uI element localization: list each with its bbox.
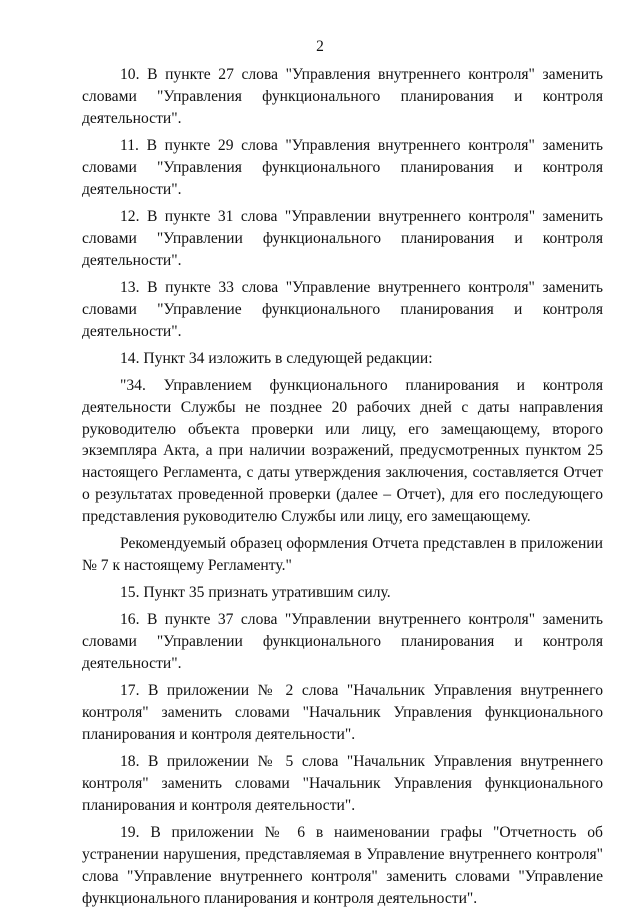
- paragraph-item-18: 18. В приложении № 5 слова "Начальник Управления внутреннего контроля" заменить словами "Начальник Управления функционального планирования и контроля деятельности".: [82, 753, 603, 814]
- paragraph-item-19: 19. В приложении № 6 в наименовании графы "Отчетность об устранении нарушения, представляемая в Управление внутреннего контроля" слова "Управление внутреннего контроля" заменить словами "Управление функционального планирования и контроля деятельности".: [82, 824, 603, 907]
- paragraph-item-34-sample: Рекомендуемый образец оформления Отчета представлен в приложении № 7 к настоящему Регламенту.": [82, 535, 603, 575]
- paragraph-item-10: 10. В пункте 27 слова "Управления внутреннего контроля" заменить словами "Управления функционального планирования и контроля деятельности".: [82, 66, 603, 127]
- paragraph-item-14: 14. Пункт 34 изложить в следующей редакции:: [120, 349, 433, 367]
- paragraph-item-12: 12. В пункте 31 слова "Управлении внутреннего контроля" заменить словами "Управлении функционального планирования и контроля деятельности".: [82, 207, 603, 269]
- paragraph-item-34-text: "34. Управлением функционального планирования и контроля деятельности Службы не позднее 20 рабочих дней с даты направления руководителю объекта проверки или лицу, его замещающему, второго экземпляра Акта, а при наличии возражений, предусмотренных пунктом 25 настоящего Регламента, с даты утверждения заключения, составляется Отчет о результатах проведенной проверки (далее – Отчет), для его последующего представления руководителю Службы или лицу, его замещающему.: [82, 376, 603, 526]
- paragraph-item-17: 17. В приложении № 2 слова "Начальник Управления внутреннего контроля" заменить словами "Начальник Управления функционального планирования и контроля деятельности".: [82, 682, 603, 744]
- document-body: [82, 64, 603, 910]
- paragraph-item-13: 13. В пункте 33 слова "Управление внутреннего контроля" заменить словами "Управление функционального планирования и контроля деятельности".: [82, 278, 603, 340]
- paragraph-item-15: 15. Пункт 35 признать утратившим силу.: [120, 584, 391, 602]
- page-number: 2: [316, 38, 324, 55]
- paragraph-item-16: 16. В пункте 37 слова "Управлении внутреннего контроля" заменить словами "Управлении функционального планирования и контроля деятельности".: [82, 611, 603, 673]
- paragraph-item-11: 11. В пункте 29 слова "Управления внутреннего контроля" заменить словами "Управления функционального планирования и контроля деятельности".: [82, 136, 603, 198]
